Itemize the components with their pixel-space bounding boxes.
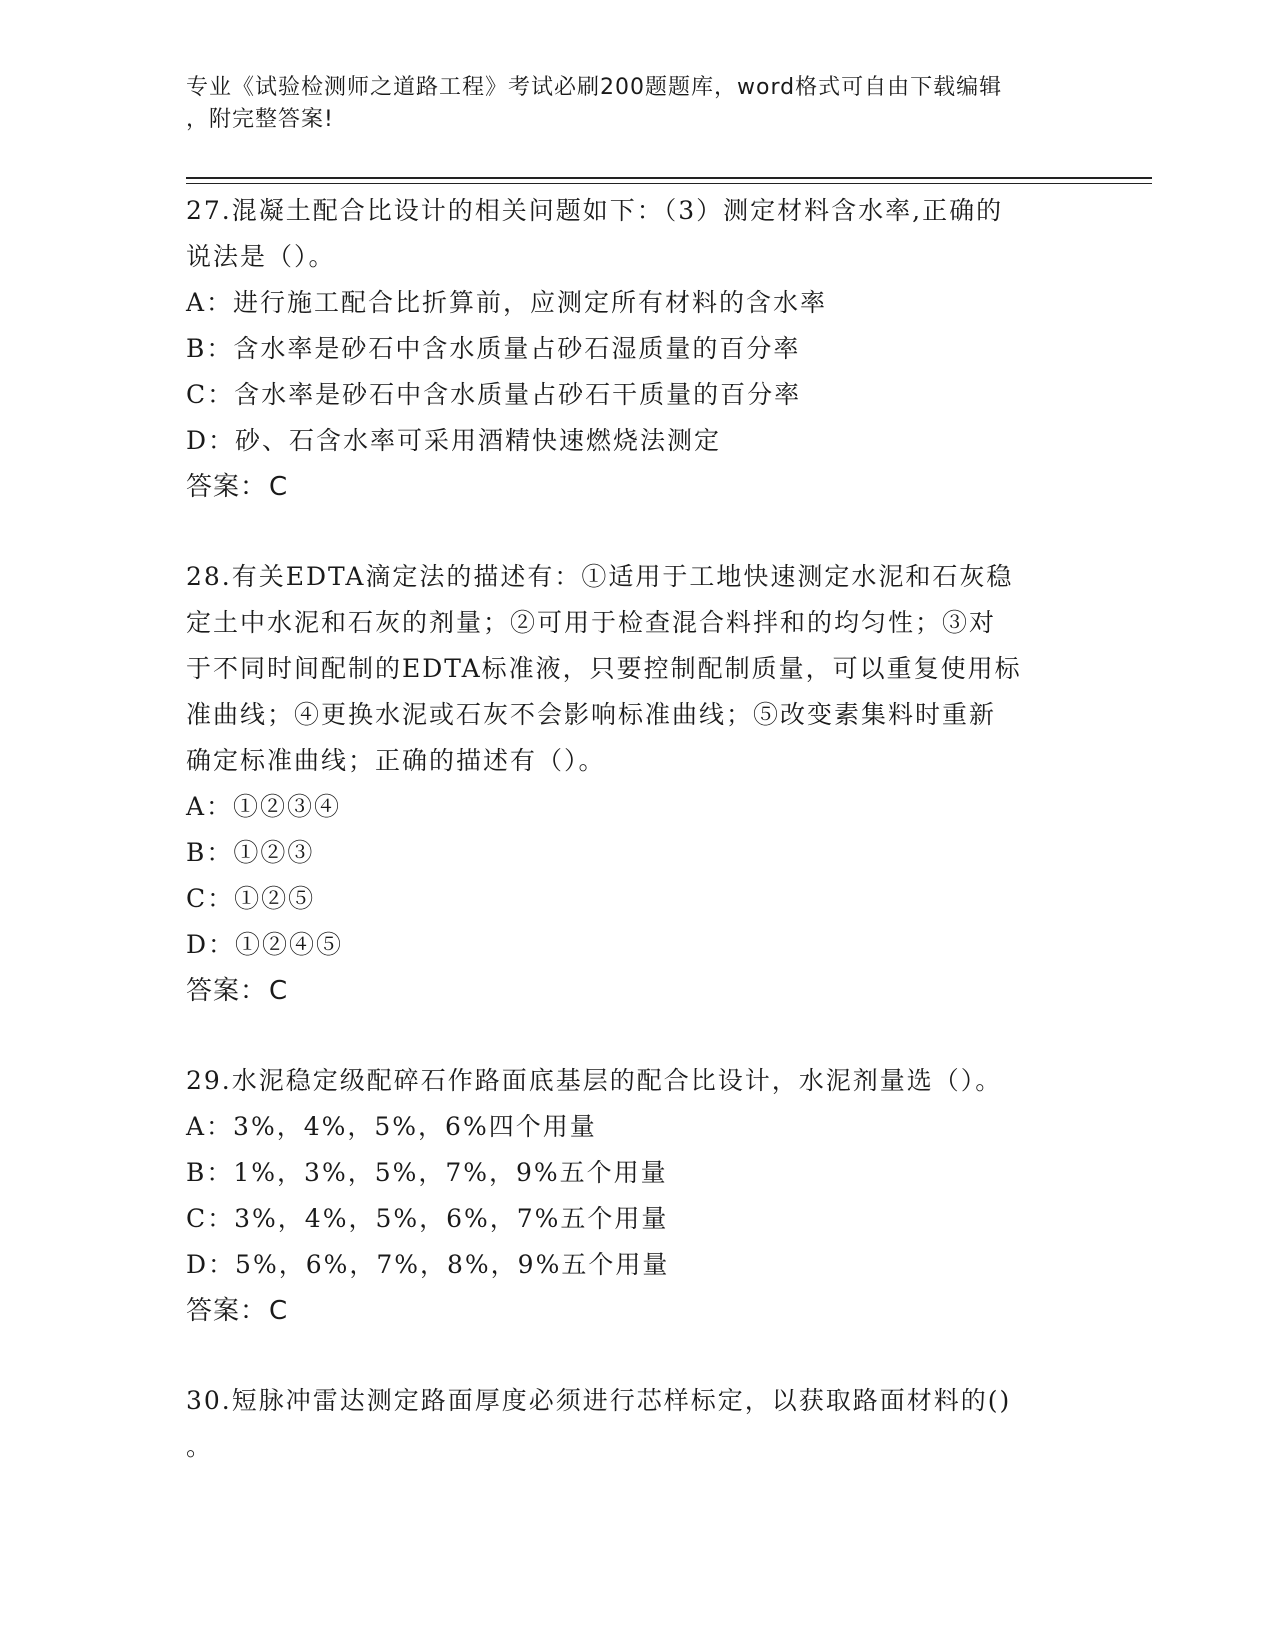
- question-stem: 29.水泥稳定级配碎石作路面底基层的配合比设计，水泥剂量选（）。: [186, 1066, 1003, 1095]
- answer-line: [186, 1288, 1086, 1334]
- option-b: B：1%，3%，5%，7%，9%五个用量: [186, 1158, 668, 1187]
- option-d: D：5%，6%，7%，8%，9%五个用量: [186, 1250, 670, 1279]
- question-stem: 28.有关EDTA滴定法的描述有：①适用于工地快速测定水泥和石灰稳: [186, 562, 1014, 591]
- header-title-line-1: 专业《试验检测师之道路工程》考试必刷200题题库，word格式可自由下载编辑: [186, 75, 1003, 100]
- header-title-line-2: ，附完整答案!: [186, 107, 334, 132]
- answer-line: [186, 464, 1086, 510]
- document-header: [186, 72, 1066, 136]
- option-a: A：进行施工配合比折算前，应测定所有材料的含水率: [186, 288, 828, 317]
- answer-value: C: [269, 1296, 289, 1326]
- answer-line: [186, 968, 1086, 1014]
- option-c: C：①②⑤: [186, 884, 316, 913]
- option-a: A：3%，4%，5%，6%四个用量: [186, 1112, 597, 1141]
- answer-label: 答案：: [186, 1296, 268, 1326]
- answer-label: 答案：: [186, 976, 268, 1006]
- option-d: D：①②④⑤: [186, 930, 344, 959]
- question-stem: 说法是（）。: [186, 242, 336, 271]
- answer-label: 答案：: [186, 472, 268, 502]
- question-stem: 定土中水泥和石灰的剂量；②可用于检查混合料拌和的均匀性；③对: [186, 608, 997, 637]
- option-a: A：①②③④: [186, 792, 342, 821]
- option-d: D：砂、石含水率可采用酒精快速燃烧法测定: [186, 426, 722, 455]
- answer-value: C: [269, 472, 289, 502]
- question-list: [186, 188, 1086, 1470]
- question-stem: 于不同时间配制的EDTA标准液，只要控制配制质量，可以重复使用标: [186, 654, 1022, 683]
- question-29: [186, 1058, 1086, 1334]
- question-28: [186, 554, 1086, 1014]
- answer-value: C: [269, 976, 289, 1006]
- option-b: B：含水率是砂石中含水质量占砂石湿质量的百分率: [186, 334, 801, 363]
- option-c: C：含水率是砂石中含水质量占砂石干质量的百分率: [186, 380, 802, 409]
- question-stem: 27.混凝土配合比设计的相关问题如下：（3）测定材料含水率,正确的: [186, 196, 1004, 225]
- question-stem: 确定标准曲线；正确的描述有（）。: [186, 746, 606, 775]
- question-stem: 。: [186, 1432, 214, 1461]
- header-divider-thick: [186, 177, 1152, 179]
- question-stem: 30.短脉冲雷达测定路面厚度必须进行芯样标定，以获取路面材料的(): [186, 1386, 1012, 1415]
- question-stem: 准曲线；④更换水泥或石灰不会影响标准曲线；⑤改变素集料时重新: [186, 700, 997, 729]
- option-c: C：3%，4%，5%，6%，7%五个用量: [186, 1204, 669, 1233]
- question-27: [186, 188, 1086, 510]
- header-divider-thin: [186, 183, 1152, 184]
- option-b: B：①②③: [186, 838, 315, 867]
- question-30: [186, 1378, 1086, 1470]
